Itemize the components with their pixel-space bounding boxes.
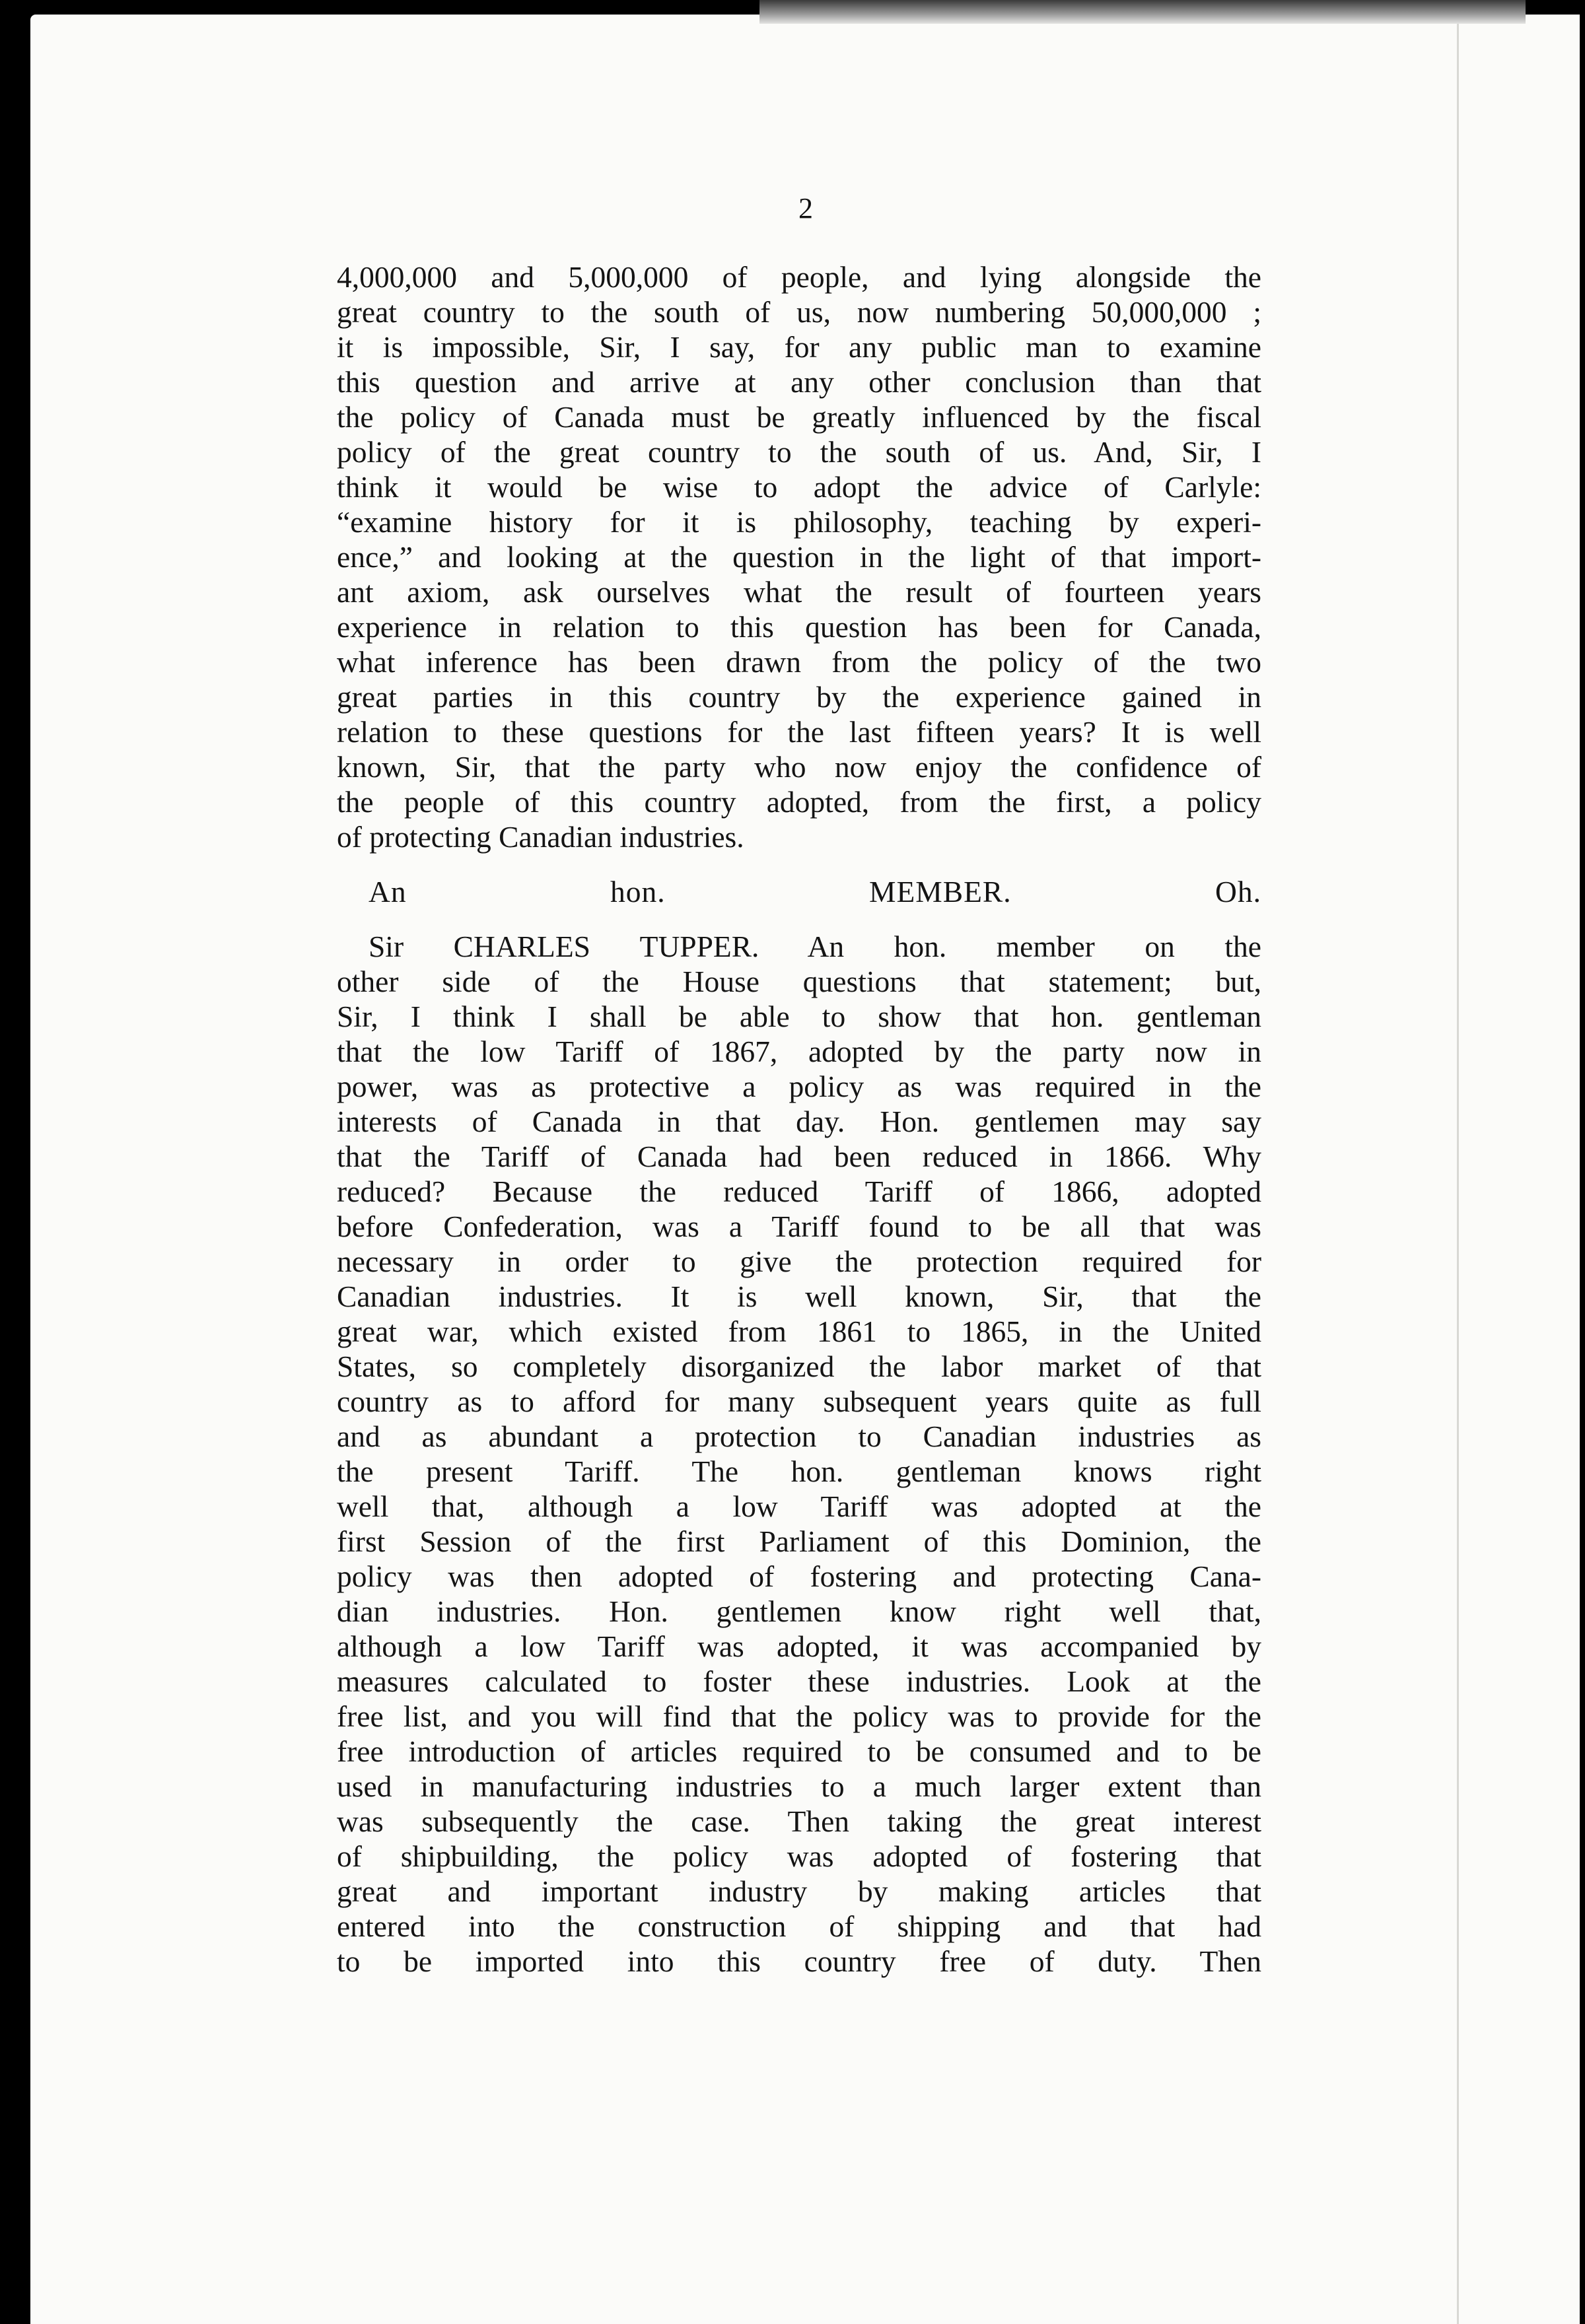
text-line: measures calculated to foster these industries. Look at the (337, 1664, 1261, 1698)
text-line: was subsequently the case. Then taking the great interest (337, 1804, 1261, 1838)
text-line: States, so completely disorganized the labor market of that (337, 1350, 1261, 1383)
text-line: Canadian industries. It is well known, Sir, that the (337, 1280, 1261, 1313)
interjection-text: An hon. MEMBER. Oh. (369, 875, 1261, 908)
text-line: known, Sir, that the party who now enjoy the confidence of (337, 750, 1261, 784)
body-text (337, 259, 1261, 1979)
text-line: great parties in this country by the experience gained in (337, 680, 1261, 714)
text-line: dian industries. Hon. gentlemen know right well that, (337, 1594, 1261, 1628)
text-line: policy was then adopted of fostering and protecting Cana- (337, 1559, 1261, 1593)
text-line: country as to afford for many subsequent years quite as full (337, 1384, 1261, 1418)
text-line: great country to the south of us, now numbering 50,000,000 ; (337, 295, 1261, 329)
speaker-line: Sir CHARLES TUPPER. An hon. member on the (369, 930, 1261, 963)
text-line: necessary in order to give the protection required for (337, 1245, 1261, 1278)
page-edge-rule (1457, 15, 1459, 2324)
text-line: Sir, I think I shall be able to show that hon. gentleman (337, 1000, 1261, 1033)
interjection (337, 874, 1261, 909)
text-line: it is impossible, Sir, I say, for any public man to examine (337, 330, 1261, 364)
text-line: great and important industry by making articles that (337, 1874, 1261, 1908)
text-line: power, was as protective a policy as was required in the (337, 1070, 1261, 1103)
text-line: what inference has been drawn from the policy of the two (337, 645, 1261, 679)
paragraph-1 (337, 259, 1261, 854)
text-line: first Session of the first Parliament of this Dominion, the (337, 1524, 1261, 1558)
text-line: that the Tariff of Canada had been reduced in 1866. Why (337, 1140, 1261, 1173)
text-line: 4,000,000 and 5,000,000 of people, and lying alongside the (337, 260, 1261, 294)
text-line: the policy of Canada must be greatly influenced by the fiscal (337, 400, 1261, 434)
text-line: the people of this country adopted, from the first, a policy (337, 785, 1261, 819)
paragraph-2 (337, 929, 1261, 1979)
text-line: to be imported into this country free of duty. Then (337, 1944, 1261, 1978)
text-line: of protecting Canadian industries. (337, 820, 744, 854)
text-line: relation to these questions for the last fifteen years? It is well (337, 715, 1261, 749)
text-line: think it would be wise to adopt the advice of Carlyle: (337, 470, 1261, 504)
text-line: this question and arrive at any other conclusion than that (337, 365, 1261, 399)
text-line: before Confederation, was a Tariff found to be all that was (337, 1210, 1261, 1243)
text-line: “examine history for it is philosophy, teaching by experi- (337, 505, 1261, 539)
page-number: 2 (798, 192, 813, 224)
text-line: free introduction of articles required to be consumed and to be (337, 1734, 1261, 1768)
text-line: policy of the great country to the south of us. And, Sir, I (337, 435, 1261, 469)
text-line: of shipbuilding, the policy was adopted of fostering that (337, 1839, 1261, 1873)
text-line: entered into the construction of shipping and that had (337, 1909, 1261, 1943)
text-line: used in manufacturing industries to a much larger extent than (337, 1769, 1261, 1803)
text-line: great war, which existed from 1861 to 1865, in the United (337, 1315, 1261, 1348)
text-line: and as abundant a protection to Canadian industries as (337, 1419, 1261, 1453)
text-line: experience in relation to this question has been for Canada, (337, 610, 1261, 644)
text-line: ence,” and looking at the question in the light of that import- (337, 540, 1261, 574)
text-line: free list, and you will find that the policy was to provide for the (337, 1699, 1261, 1733)
text-line: other side of the House questions that statement; but, (337, 965, 1261, 998)
text-line: interests of Canada in that day. Hon. gentlemen may say (337, 1105, 1261, 1138)
text-line: well that, although a low Tariff was adopted at the (337, 1489, 1261, 1523)
text-line: that the low Tariff of 1867, adopted by the party now in (337, 1035, 1261, 1068)
binding-shadow (759, 0, 1526, 24)
text-line: the present Tariff. The hon. gentleman knows right (337, 1454, 1261, 1488)
text-line: ant axiom, ask ourselves what the result of fourteen years (337, 575, 1261, 609)
text-line: although a low Tariff was adopted, it was accompanied by (337, 1629, 1261, 1663)
text-line: reduced? Because the reduced Tariff of 1866, adopted (337, 1175, 1261, 1208)
